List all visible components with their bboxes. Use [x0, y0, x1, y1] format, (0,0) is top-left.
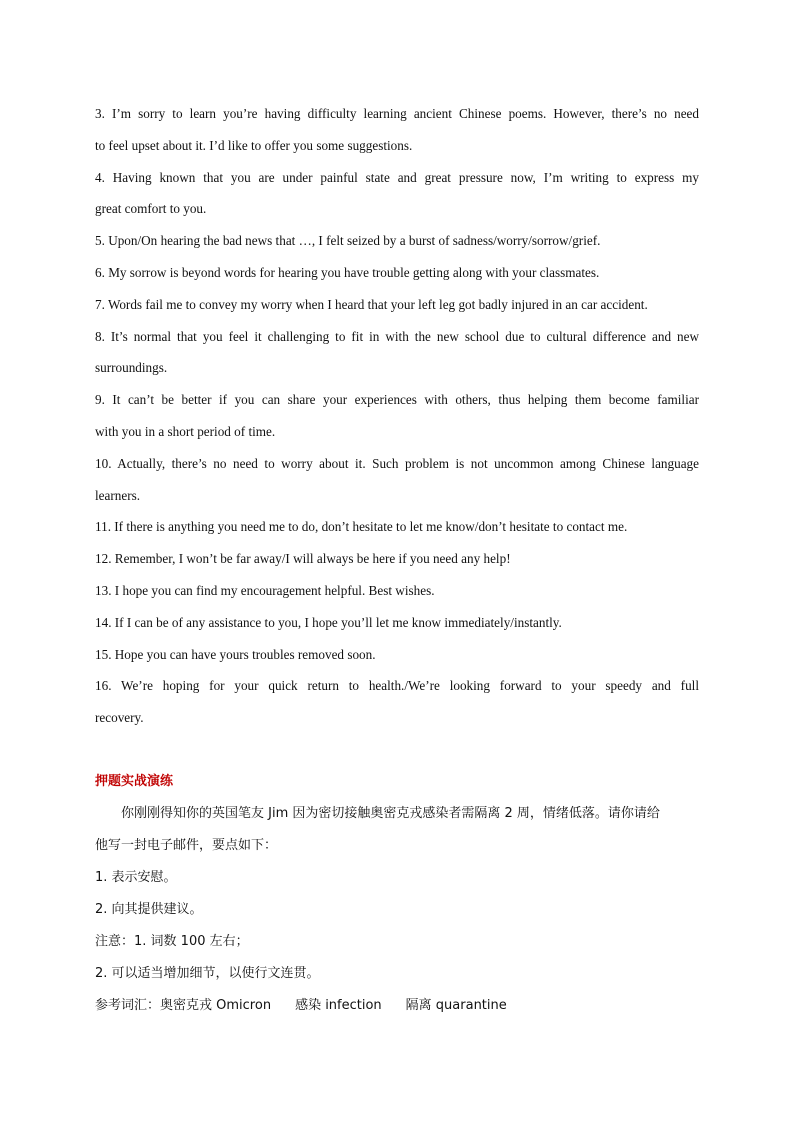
exercise-point-2: 2. 向其提供建议。: [95, 901, 203, 917]
exercise-note-2: 2. 可以适当增加细节，以使行文连贯。: [95, 965, 320, 981]
sentence-3-line-1: 3. I’m sorry to learn you’re having difficulty learning ancient Chinese poems. However, there’s no need: [95, 106, 699, 121]
section-spacer: [95, 734, 699, 766]
vocab-infection: 感染 infection: [295, 997, 382, 1013]
sentence-13: 13. I hope you can find my encouragement helpful. Best wishes.: [95, 582, 435, 598]
sentence-14: 14. If I can be of any assistance to you, I hope you’ll let me know immediately/instantly.: [95, 614, 562, 630]
vocab-omicron: 奥密克戎 Omicron: [160, 997, 272, 1013]
sentence-12: 12. Remember, I won’t be far away/I will always be here if you need any help!: [95, 551, 511, 567]
sentence-6: 6. My sorrow is beyond words for hearing you have trouble getting along with your classmates.: [95, 264, 600, 280]
sentence-15: 15. Hope you can have yours troubles removed soon.: [95, 646, 376, 662]
sentence-16-line-1: 16. We’re hoping for your quick return to health./We’re looking forward to your speedy and full: [95, 678, 699, 694]
document-body: [95, 98, 699, 1022]
exercise-section-title: 押题实战演练: [95, 773, 174, 789]
vocab-quarantine: 隔离 quarantine: [405, 997, 507, 1013]
sentence-8-line-1: 8. It’s normal that you feel it challenging to fit in with the new school due to cultural difference and new: [95, 328, 699, 344]
vocab-label: 参考词汇：: [95, 997, 161, 1013]
sentence-16-line-2: recovery.: [95, 710, 144, 726]
sentence-4-line-2: great comfort to you.: [95, 201, 207, 217]
sentence-7: 7. Words fail me to convey my worry when I heard that your left leg got badly injured in an car accident.: [95, 296, 648, 312]
sentence-5: 5. Upon/On hearing the bad news that …, I felt seized by a burst of sadness/worry/sorrow/grief.: [95, 233, 601, 249]
sentence-9-line-1: 9. It can’t be better if you can share your experiences with others, thus helping them become familiar: [95, 392, 699, 408]
exercise-prompt-line-2: 他写一封电子邮件，要点如下：: [95, 837, 278, 853]
sentence-9-line-2: with you in a short period of time.: [95, 423, 276, 439]
sentence-8-line-2: surroundings.: [95, 360, 168, 376]
sentence-3-line-2: to feel upset about it. I’d like to offer you some suggestions.: [95, 137, 413, 153]
reference-vocabulary: [95, 990, 699, 1022]
sentence-4-line-1: 4. Having known that you are under painful state and great pressure now, I’m writing to express my: [95, 169, 699, 185]
exercise-note-1: 注意：1. 词数 100 左右；: [95, 933, 249, 949]
exercise-prompt-line-1: 你刚刚得知你的英国笔友 Jim 因为密切接触奥密克戎感染者需隔离 2 周，情绪低落。请你请给: [121, 805, 660, 821]
exercise-point-1: 1. 表示安慰。: [95, 869, 177, 885]
sentence-10-line-1: 10. Actually, there’s no need to worry about it. Such problem is not uncommon among Chinese language: [95, 455, 699, 471]
sentence-10-line-2: learners.: [95, 487, 141, 503]
sentence-11: 11. If there is anything you need me to do, don’t hesitate to let me know/don’t hesitate to contact me.: [95, 519, 628, 535]
